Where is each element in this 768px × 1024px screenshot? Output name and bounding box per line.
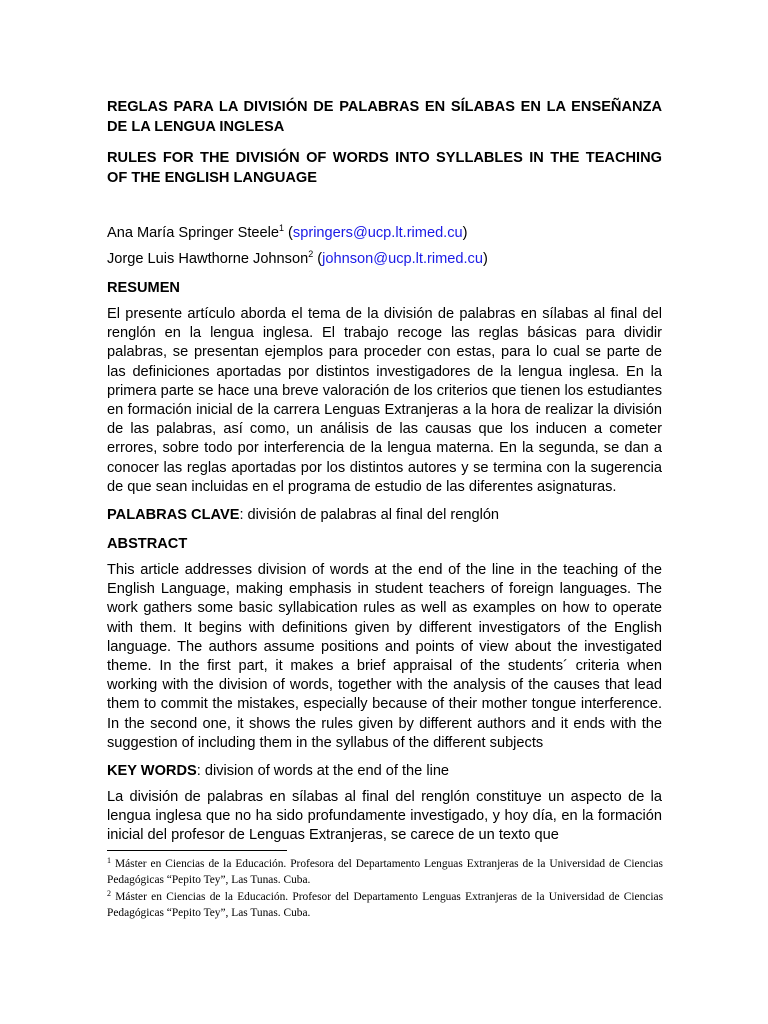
spanish-title: REGLAS PARA LA DIVISIÓN DE PALABRAS EN SÍLABAS EN LA ENSEÑANZA DE LA LENGUA INGLESA <box>107 99 662 135</box>
resumen-text: El presente artículo aborda el tema de la división de palabras en sílabas al final del renglón en la lengua inglesa. El trabajo recoge las reglas básicas para dividir palabras, se presentan ejemplos para proceder con estas, para lo cual se parte de las definiciones aportadas por distintos investigadores de la lengua inglesa. En la primera parte se hace una breve valoración de los criterios que tienen los estudiantes en formación inicial de la carrera Lenguas Extranjeras a la hora de realizar la división de las palabras, así como, un análisis de las causas que los inducen a cometer errores, sobre todo por interferencia de la lengua materna. En la segunda, se dan a conocer las reglas aportadas por los distintos autores y se termina con la sugerencia de que sean incluidas en el programa de estudio de las diferentes asignaturas. <box>107 306 662 495</box>
footnote-text: Máster en Ciencias de la Educación. Profesor del Departamento Lenguas Extranjeras de la Universidad de Ciencias Pedagógicas “Pepito Tey”, Las Tunas. Cuba. <box>107 891 663 919</box>
author-line <box>107 249 662 269</box>
footnote-divider <box>107 850 287 851</box>
intro-paragraph: La división de palabras en sílabas al final del renglón constituye un aspecto de la lengua inglesa que no ha sido profundamente investigado, y hoy día, en la formación inicial del profesor de Lenguas Extranjeras, se carece de un texto que <box>107 789 662 844</box>
resumen-heading: RESUMEN <box>107 280 180 296</box>
english-title: RULES FOR THE DIVISIÓN OF WORDS INTO SYLLABLES IN THE TEACHING OF THE ENGLISH LANGUAGE <box>107 150 662 186</box>
key-words <box>107 761 662 781</box>
palabras-clave-text: : división de palabras al final del renglón <box>239 507 500 524</box>
key-words-text: : division of words at the end of the line <box>196 763 450 780</box>
author-email-link[interactable]: springers@ucp.lt.rimed.cu <box>292 225 463 241</box>
paren-close: ) <box>482 251 488 267</box>
footnotes <box>107 856 663 922</box>
palabras-clave-label: PALABRAS CLAVE <box>107 507 240 524</box>
key-words-label: KEY WORDS <box>107 763 197 780</box>
paren-open: ( <box>313 251 323 267</box>
author-name: Ana María Springer Steele <box>107 225 279 241</box>
page-content <box>107 97 662 854</box>
paren-close: ) <box>462 225 468 241</box>
abstract-text: This article addresses division of words at the end of the line in the teaching of the English Language, making emphasis in student teachers of foreign languages. The work gathers some basic syllabication rules as well as examples on how to operate with them. It begins with definitions given by different investigators of the English language. The authors assume positions and points of view about the investigated theme. In the first part, it makes a brief appraisal of the students´ criteria when working with the division of words, together with the analysis of the causes that lead them to commit the mistakes, especially because of their mother tongue interference. In the second one, it shows the rules given by different authors and it ends with the suggestion of including them in the syllabus of the different subjects <box>107 562 662 751</box>
footnote-marker: 1 <box>278 223 284 233</box>
author-name: Jorge Luis Hawthorne Johnson <box>107 251 309 267</box>
footnote <box>107 856 663 888</box>
palabras-clave <box>107 505 662 525</box>
footnote-marker: 2 <box>308 249 314 259</box>
footnote-text: Máster en Ciencias de la Educación. Profesora del Departamento Lenguas Extranjeras de la Universidad de Ciencias Pedagógicas “Pepito Tey”, Las Tunas. Cuba. <box>107 858 663 886</box>
footnote-mark: 1 <box>107 856 111 865</box>
abstract-heading: ABSTRACT <box>107 536 188 553</box>
author-email-link[interactable]: johnson@ucp.lt.rimed.cu <box>322 251 483 267</box>
paren-open: ( <box>284 225 293 241</box>
footnote <box>107 889 663 921</box>
author-list <box>107 223 662 269</box>
author-line <box>107 223 662 243</box>
footnote-mark: 2 <box>107 889 111 898</box>
